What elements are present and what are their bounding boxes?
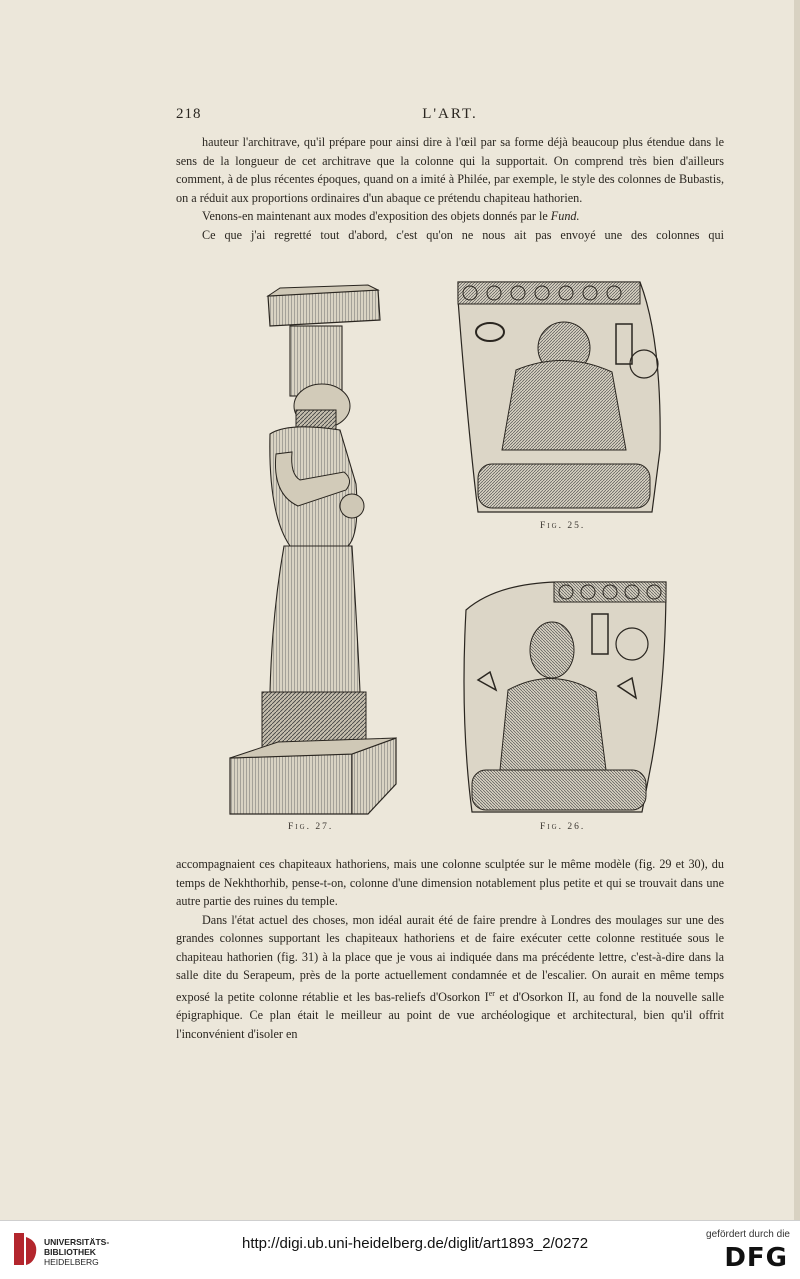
- university-library-name: UNIVERSITÄTS- BIBLIOTHEK HEIDELBERG: [44, 1237, 110, 1267]
- figure-25-caption: Fig. 25.: [540, 521, 586, 531]
- dfg-logo: DFG: [724, 1243, 788, 1273]
- page-header: [176, 106, 724, 128]
- figure-27-caption: Fig. 27.: [288, 822, 334, 832]
- running-title: L'ART.: [422, 106, 478, 122]
- paragraph: Venons-en maintenant aux modes d'exposition des objets donnés par le Fund.: [202, 209, 580, 223]
- figure-26-capital-illustration: [456, 580, 670, 816]
- italic-term: Fund.: [550, 209, 580, 223]
- funding-label: gefördert durch die: [706, 1229, 790, 1240]
- figure-25-capital-illustration: [456, 280, 666, 516]
- text-block-bottom: [176, 855, 724, 1043]
- figure-27-statue-illustration: [228, 284, 398, 818]
- paragraph: hauteur l'architrave, qu'il prépare pour ainsi dire à l'œil par sa forme déjà beaucoup plus étendue dans le sens de la longueur de cet architrave que la colonne qui la supportait. On comprend très bien d'ailleurs comment, à de plus récentes époques, quand on a imité à Philée, par exemple, le style des colonnes de Bubastis, on a réduit aux proportions ordinaires d'un abaque ce prétendu chapiteau hathorien.: [176, 135, 724, 205]
- figure-26-caption: Fig. 26.: [540, 822, 586, 832]
- permalink-url[interactable]: http://digi.ub.uni-heidelberg.de/diglit/art1893_2/0272: [242, 1235, 589, 1252]
- university-library-logo-icon: [10, 1231, 40, 1267]
- page-edge: [794, 0, 800, 1220]
- digitization-footer: [0, 1220, 800, 1279]
- text-block-top: [176, 133, 724, 244]
- paragraph: accompagnaient ces chapiteaux hathoriens, mais une colonne sculptée sur le même modèle (fig. 29 et 30), du temps de Nekhthorhib, pense-t-on, colonne d'une dimension notablement plus petite et qui se trouvait dans une autre partie des ruines du temple.: [176, 857, 724, 908]
- paragraph: Dans l'état actuel des choses, mon idéal aurait été de faire prendre à Londres des moulages sur une des grandes colonnes supportant les chapiteaux hathoriens et de faire exécuter cette colonne restituée sous le chapiteau hathorien (fig. 31) à la place que je vous ai indiquée dans ma précédente lettre, c'est-à-dire dans la salle dite du Serapeum, près de la porte actuellement condamnée et de l'escalier. On aurait en même temps exposé la petite colonne rétablie et les bas-reliefs d'Osorkon Ier et d'Osorkon II, au fond de la nouvelle salle épigraphique. Ce plan était le meilleur au point de vue archéologique et architectural, bien qu'il offrit l'inconvénient d'isoler en: [176, 912, 725, 1041]
- paragraph: Ce que j'ai regretté tout d'abord, c'est qu'on ne nous ait pas envoyé une des colonnes qui: [202, 227, 724, 242]
- page-number: 218: [176, 106, 202, 122]
